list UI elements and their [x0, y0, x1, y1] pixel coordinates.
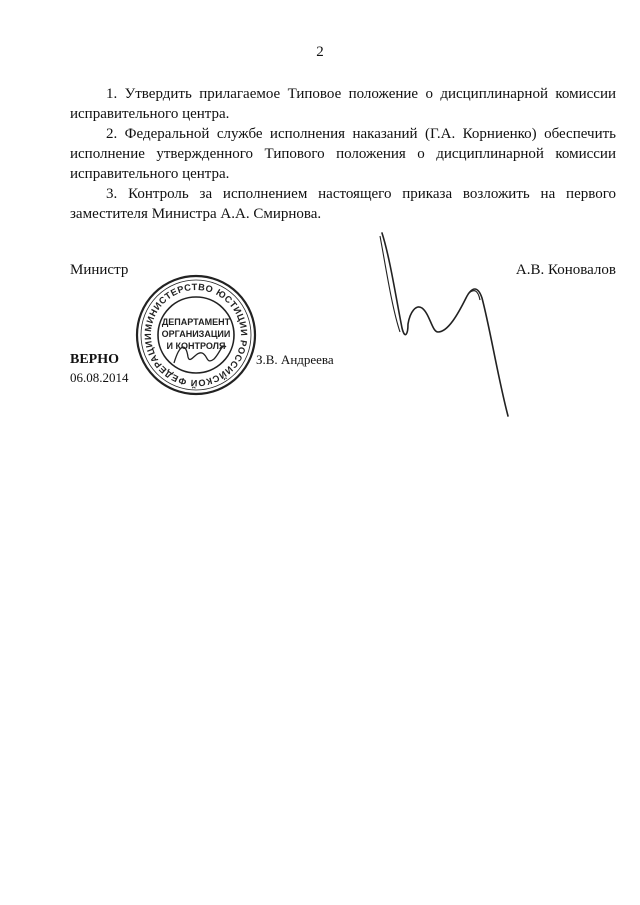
certification-date: 06.08.2014: [70, 370, 129, 385]
department-seal: [134, 273, 258, 397]
signatory-title: Министр: [70, 262, 129, 278]
paragraph-1: 1. Утвердить прилагаемое Типовое положение о дисциплинарной комиссии исправительного центра.: [70, 86, 616, 122]
certifier-name: З.В. Андреева: [256, 352, 334, 367]
seal-ring-text: МИНИСТЕРСТВО ЮСТИЦИИ РОССИЙСКОЙ ФЕДЕРАЦИИ: [142, 281, 250, 389]
paragraph-2: 2. Федеральной службе исполнения наказаний (Г.А. Корниенко) обеспечить исполнение утвержденного Типового положения о дисциплинарной комиссии исправительного центра.: [70, 126, 616, 182]
minister-signature: [372, 228, 522, 423]
signatory-name: А.В. Коновалов: [515, 262, 616, 278]
certification-label: ВЕРНО: [70, 352, 120, 367]
order-body: [70, 84, 616, 224]
page-number: 2: [316, 44, 324, 60]
paragraph-3: 3. Контроль за исполнением настоящего приказа возложить на первого заместителя Министра А.А. Смирнова.: [70, 186, 616, 222]
seal-line-3: И КОНТРОЛЯ: [166, 341, 226, 351]
seal-line-2: ОРГАНИЗАЦИИ: [161, 329, 231, 339]
seal-line-1: ДЕПАРТАМЕНТ: [161, 317, 231, 327]
